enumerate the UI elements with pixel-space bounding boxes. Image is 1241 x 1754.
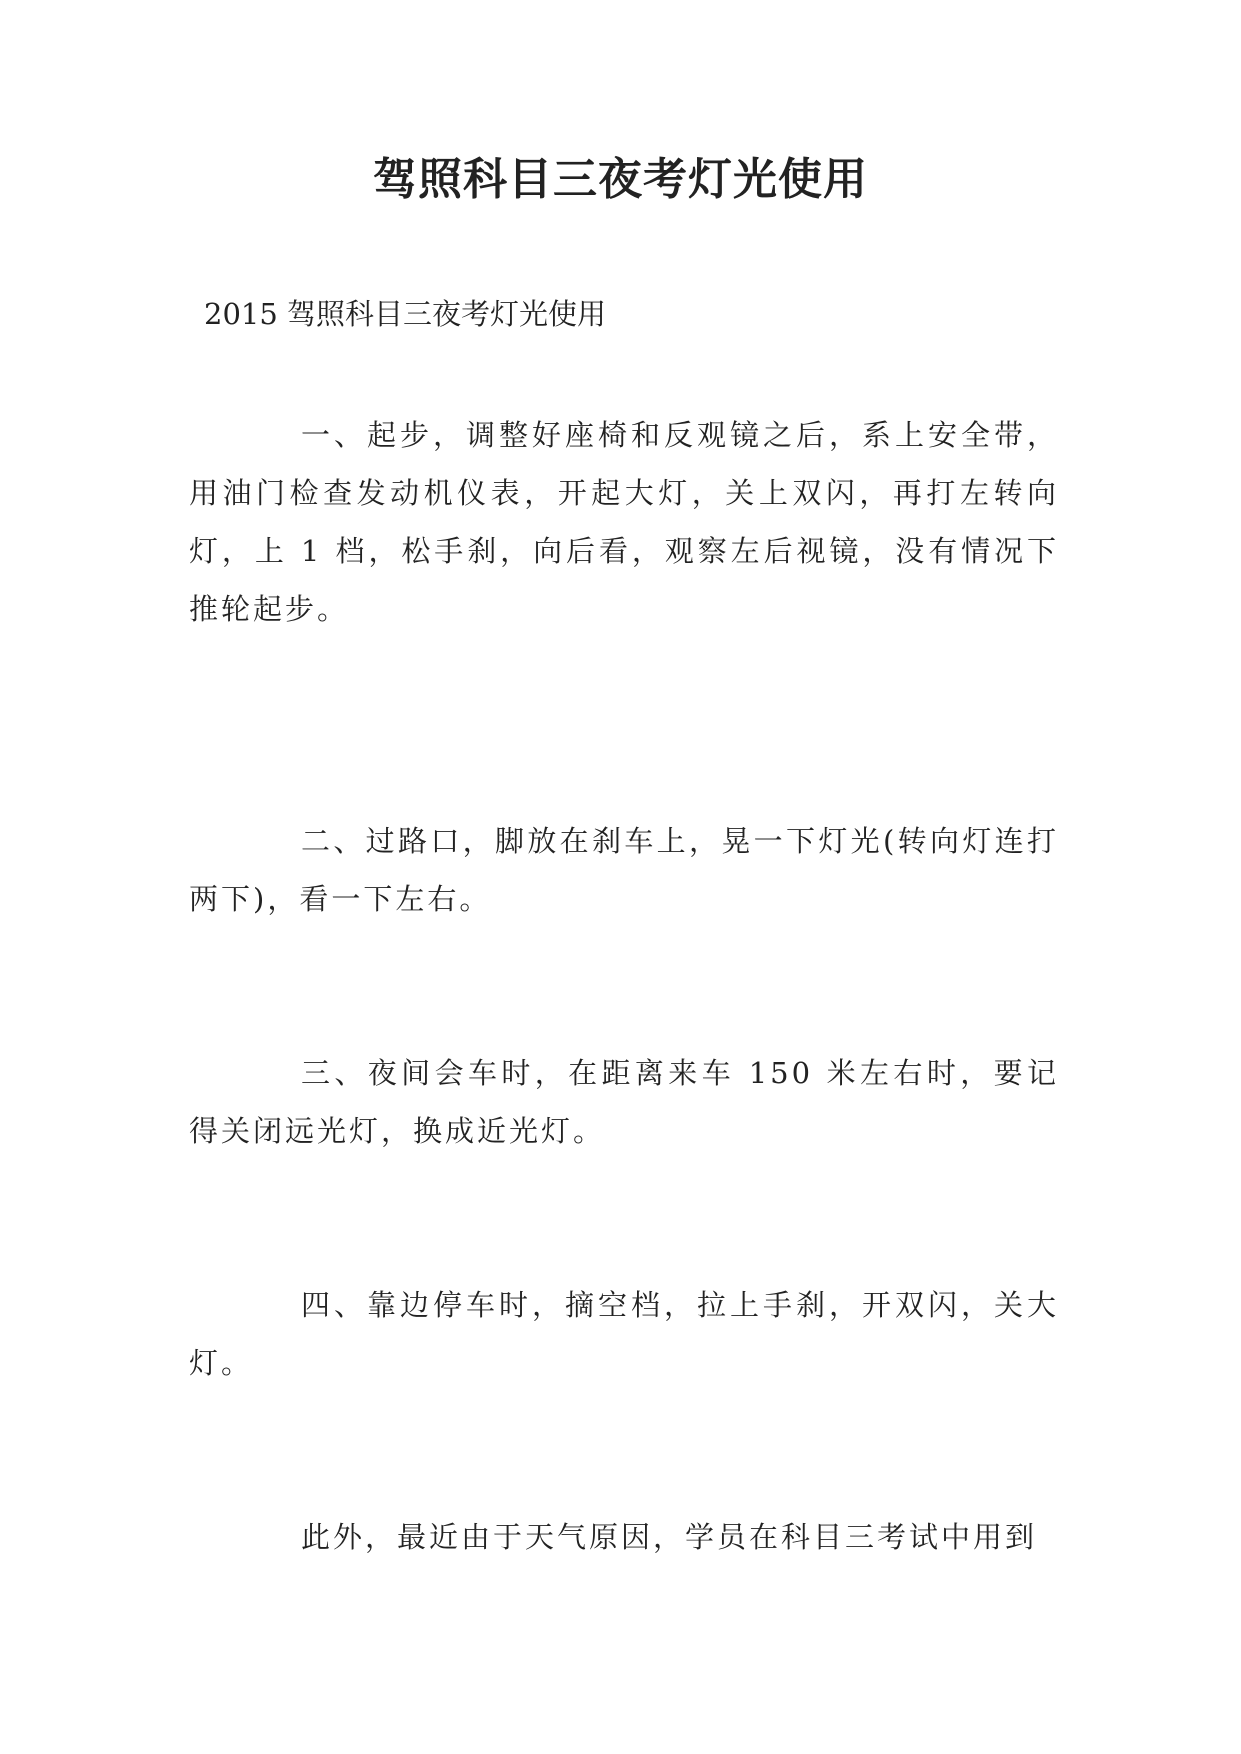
document-title: 驾照科目三夜考灯光使用 [373,154,868,205]
paragraph-intersection: 二、过路口，脚放在刹车上，晃一下灯光(转向灯连打两下)，看一下左右。 [189,824,1059,916]
paragraph-start: 一、起步，调整好座椅和反观镜之后，系上安全带，用油门检查发动机仪表，开起大灯，关上双闪，再打左转向灯，上 1 档，松手刹，向后看，观察左后视镜，没有情况下推轮起步。 [189,418,1059,626]
paragraph-parking: 四、靠边停车时，摘空档，拉上手刹，开双闪，关大灯。 [189,1288,1059,1380]
document-subtitle: 2015 驾照科目三夜考灯光使用 [204,297,607,331]
paragraph-additional: 此外，最近由于天气原因，学员在科目三考试中用到 [301,1520,1038,1554]
paragraph-meeting-car: 三、夜间会车时，在距离来车 150 米左右时，要记得关闭远光灯，换成近光灯。 [189,1056,1059,1148]
